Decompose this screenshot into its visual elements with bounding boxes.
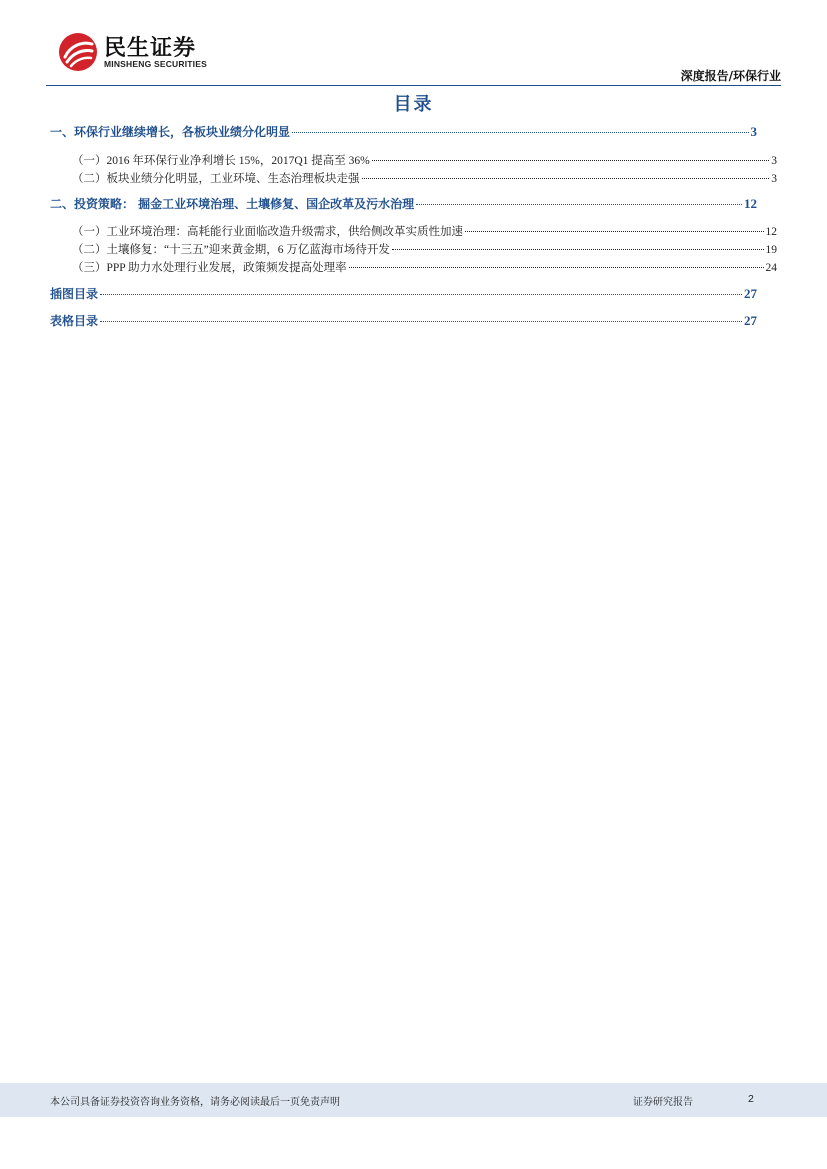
company-logo (58, 30, 218, 74)
toc-entry-page: 3 (771, 154, 777, 167)
toc-leader-dots (416, 192, 742, 205)
toc-entry[interactable] (50, 195, 757, 212)
page-number: 2 (748, 1093, 754, 1105)
toc-entry[interactable] (50, 285, 757, 302)
toc-entry-label: 一、环保行业继续增长，各板块业绩分化明显 (50, 125, 291, 139)
toc-entry[interactable] (50, 312, 757, 329)
toc-entry[interactable] (50, 123, 757, 140)
toc-entry-label: （三）PPP 助力水处理行业发展，政策频发提高处理率 (72, 261, 347, 274)
report-type: 深度报告/环保行业 (680, 69, 781, 83)
logo-chinese-name: 民生证券 (104, 36, 197, 61)
toc-entry-label: 二、投资策略： 掘金工业环境治理、土壤修复、国企改革及污水治理 (50, 197, 415, 211)
toc-entry-page: 24 (765, 261, 777, 274)
toc-leader-dots (349, 255, 764, 268)
logo-english-name: MINSHENG SECURITIES (104, 59, 207, 69)
toc-leader-dots (292, 120, 748, 133)
toc-entry-page: 27 (744, 286, 757, 301)
toc-leader-dots (362, 166, 770, 179)
toc-entry-page: 3 (771, 172, 777, 185)
toc-leader-dots (392, 237, 764, 250)
toc-leader-dots (100, 309, 742, 322)
toc-entry-page: 19 (765, 243, 777, 256)
toc-leader-dots (100, 282, 742, 295)
toc-entry-label: （二）板块业绩分化明显，工业环境、生态治理板块走强 (72, 172, 360, 185)
toc-entry-page: 12 (744, 196, 757, 211)
toc-entry-label: 表格目录 (50, 314, 99, 328)
toc-leader-dots (465, 219, 764, 232)
toc-leader-dots (372, 148, 770, 161)
toc-entry-label: 插图目录 (50, 287, 99, 301)
toc-entry-label: （二）土壤修复：“十三五”迎来黄金期，6 万亿蓝海市场待开发 (72, 243, 390, 256)
footer-disclaimer: 本公司具备证券投资咨询业务资格，请务必阅读最后一页免责声明 (50, 1097, 340, 1108)
toc-title: 目录 (393, 94, 434, 115)
toc-entry-page: 27 (744, 313, 757, 328)
toc-entry-page: 12 (765, 225, 777, 238)
minsheng-logo-icon (58, 32, 98, 72)
toc-entry-label: （一）工业环境治理：高耗能行业面临改造升级需求，供给侧改革实质性加速 (72, 225, 463, 238)
toc-entry[interactable] (72, 169, 777, 186)
toc-entry-label: （一）2016 年环保行业净利增长 15%，2017Q1 提高至 36% (72, 154, 370, 167)
toc-entry[interactable] (72, 258, 777, 275)
header-divider (46, 85, 781, 86)
toc-entry-page: 3 (750, 124, 757, 139)
footer-report-label: 证券研究报告 (633, 1097, 693, 1108)
